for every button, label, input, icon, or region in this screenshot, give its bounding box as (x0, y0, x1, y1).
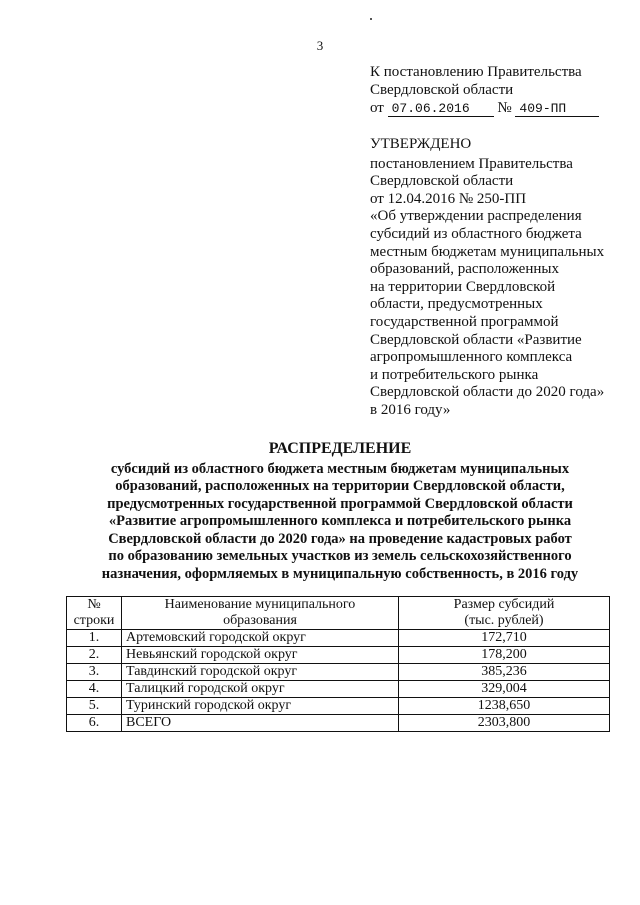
approval-line: образований, расположенных (370, 261, 559, 278)
approval-line: области, предусмотренных (370, 296, 543, 313)
approval-line: Свердловской области до 2020 года» (370, 384, 605, 401)
header-row-number (67, 597, 122, 630)
attachment-date-line (370, 99, 599, 117)
number-prefix: № (497, 100, 512, 116)
heading-line: назначения, оформляемых в муниципальную собственность, в 2016 году (101, 565, 579, 582)
municipality-name: Талицкий городской округ (122, 681, 399, 698)
scan-speck (370, 18, 372, 20)
attachment-line-1: К постановлению Правительства (370, 64, 582, 80)
attachment-line-2: Свердловской области (370, 82, 514, 98)
table-row (67, 664, 610, 681)
heading-line: предусмотренных государственной программой Свердловской области (107, 495, 573, 512)
row-number: 4. (67, 681, 122, 698)
row-number: 5. (67, 698, 122, 715)
municipality-name: ВСЕГО (122, 715, 399, 732)
row-number: 3. (67, 664, 122, 681)
approval-title: УТВЕРЖДЕНО (370, 136, 472, 152)
table-row (67, 630, 610, 647)
table-row-total (67, 715, 610, 732)
approval-line: субсидий из областного бюджета (370, 225, 582, 242)
approval-line: постановлением Правительства (370, 155, 573, 172)
table-row (67, 681, 610, 698)
approval-line: и потребительского рынка (370, 366, 539, 383)
approval-line: государственной программой (370, 313, 559, 330)
row-number: 6. (67, 715, 122, 732)
row-number: 1. (67, 630, 122, 647)
heading-line: образований, расположенных на территории Свердловской области, (115, 478, 565, 494)
attachment-block (370, 63, 599, 117)
document-heading (60, 440, 620, 583)
heading-title: РАСПРЕДЕЛЕНИЕ (268, 440, 412, 457)
table-header-row (67, 597, 610, 630)
approval-line: «Об утверждении распределения (370, 208, 582, 225)
subsidy-amount: 329,004 (399, 681, 610, 698)
table-row (67, 698, 610, 715)
row-number: 2. (67, 647, 122, 664)
header-text: образования (223, 613, 297, 628)
subsidy-amount: 172,710 (399, 630, 610, 647)
date-prefix: от (370, 100, 384, 116)
header-text: Размер субсидий (453, 597, 555, 612)
header-text: строки (73, 613, 115, 628)
subsidy-amount: 385,236 (399, 664, 610, 681)
municipality-name: Невьянский городской округ (122, 647, 399, 664)
header-text: № (87, 597, 101, 612)
approval-line: Свердловской области «Развитие (370, 331, 582, 348)
approval-line: агропромышленного комплекса (370, 349, 573, 366)
approval-line: Свердловской области (370, 173, 514, 190)
heading-line: «Развитие агропромышленного комплекса и потребительского рынка (108, 513, 572, 529)
subsidy-amount: 2303,800 (399, 715, 610, 732)
subsidy-table (66, 596, 610, 732)
heading-line: Свердловской области до 2020 года» на проведение кадастровых работ (108, 530, 572, 547)
approval-line: на территории Свердловской (370, 278, 556, 295)
header-amount (399, 597, 610, 630)
header-text: (тыс. рублей) (464, 613, 544, 628)
header-municipality (122, 597, 399, 630)
subsidy-amount: 178,200 (399, 647, 610, 664)
approval-line: местным бюджетам муниципальных (370, 243, 605, 260)
header-text: Наименование муниципального (164, 597, 356, 612)
heading-line: по образованию земельных участков из земель сельскохозяйственного (108, 548, 572, 564)
subsidy-amount: 1238,650 (399, 698, 610, 715)
approval-block (370, 136, 604, 420)
municipality-name: Тавдинский городской округ (122, 664, 399, 681)
resolution-date: 07.06.2016 (388, 101, 494, 117)
heading-line: субсидий из областного бюджета местным бюджетам муниципальных (110, 460, 570, 477)
approval-line: в 2016 году» (370, 401, 451, 418)
table-row (67, 647, 610, 664)
resolution-number: 409-ПП (515, 101, 599, 117)
approval-line: от 12.04.2016 № 250-ПП (370, 190, 527, 207)
page-number: 3 (316, 38, 324, 53)
municipality-name: Артемовский городской округ (122, 630, 399, 647)
municipality-name: Туринский городской округ (122, 698, 399, 715)
